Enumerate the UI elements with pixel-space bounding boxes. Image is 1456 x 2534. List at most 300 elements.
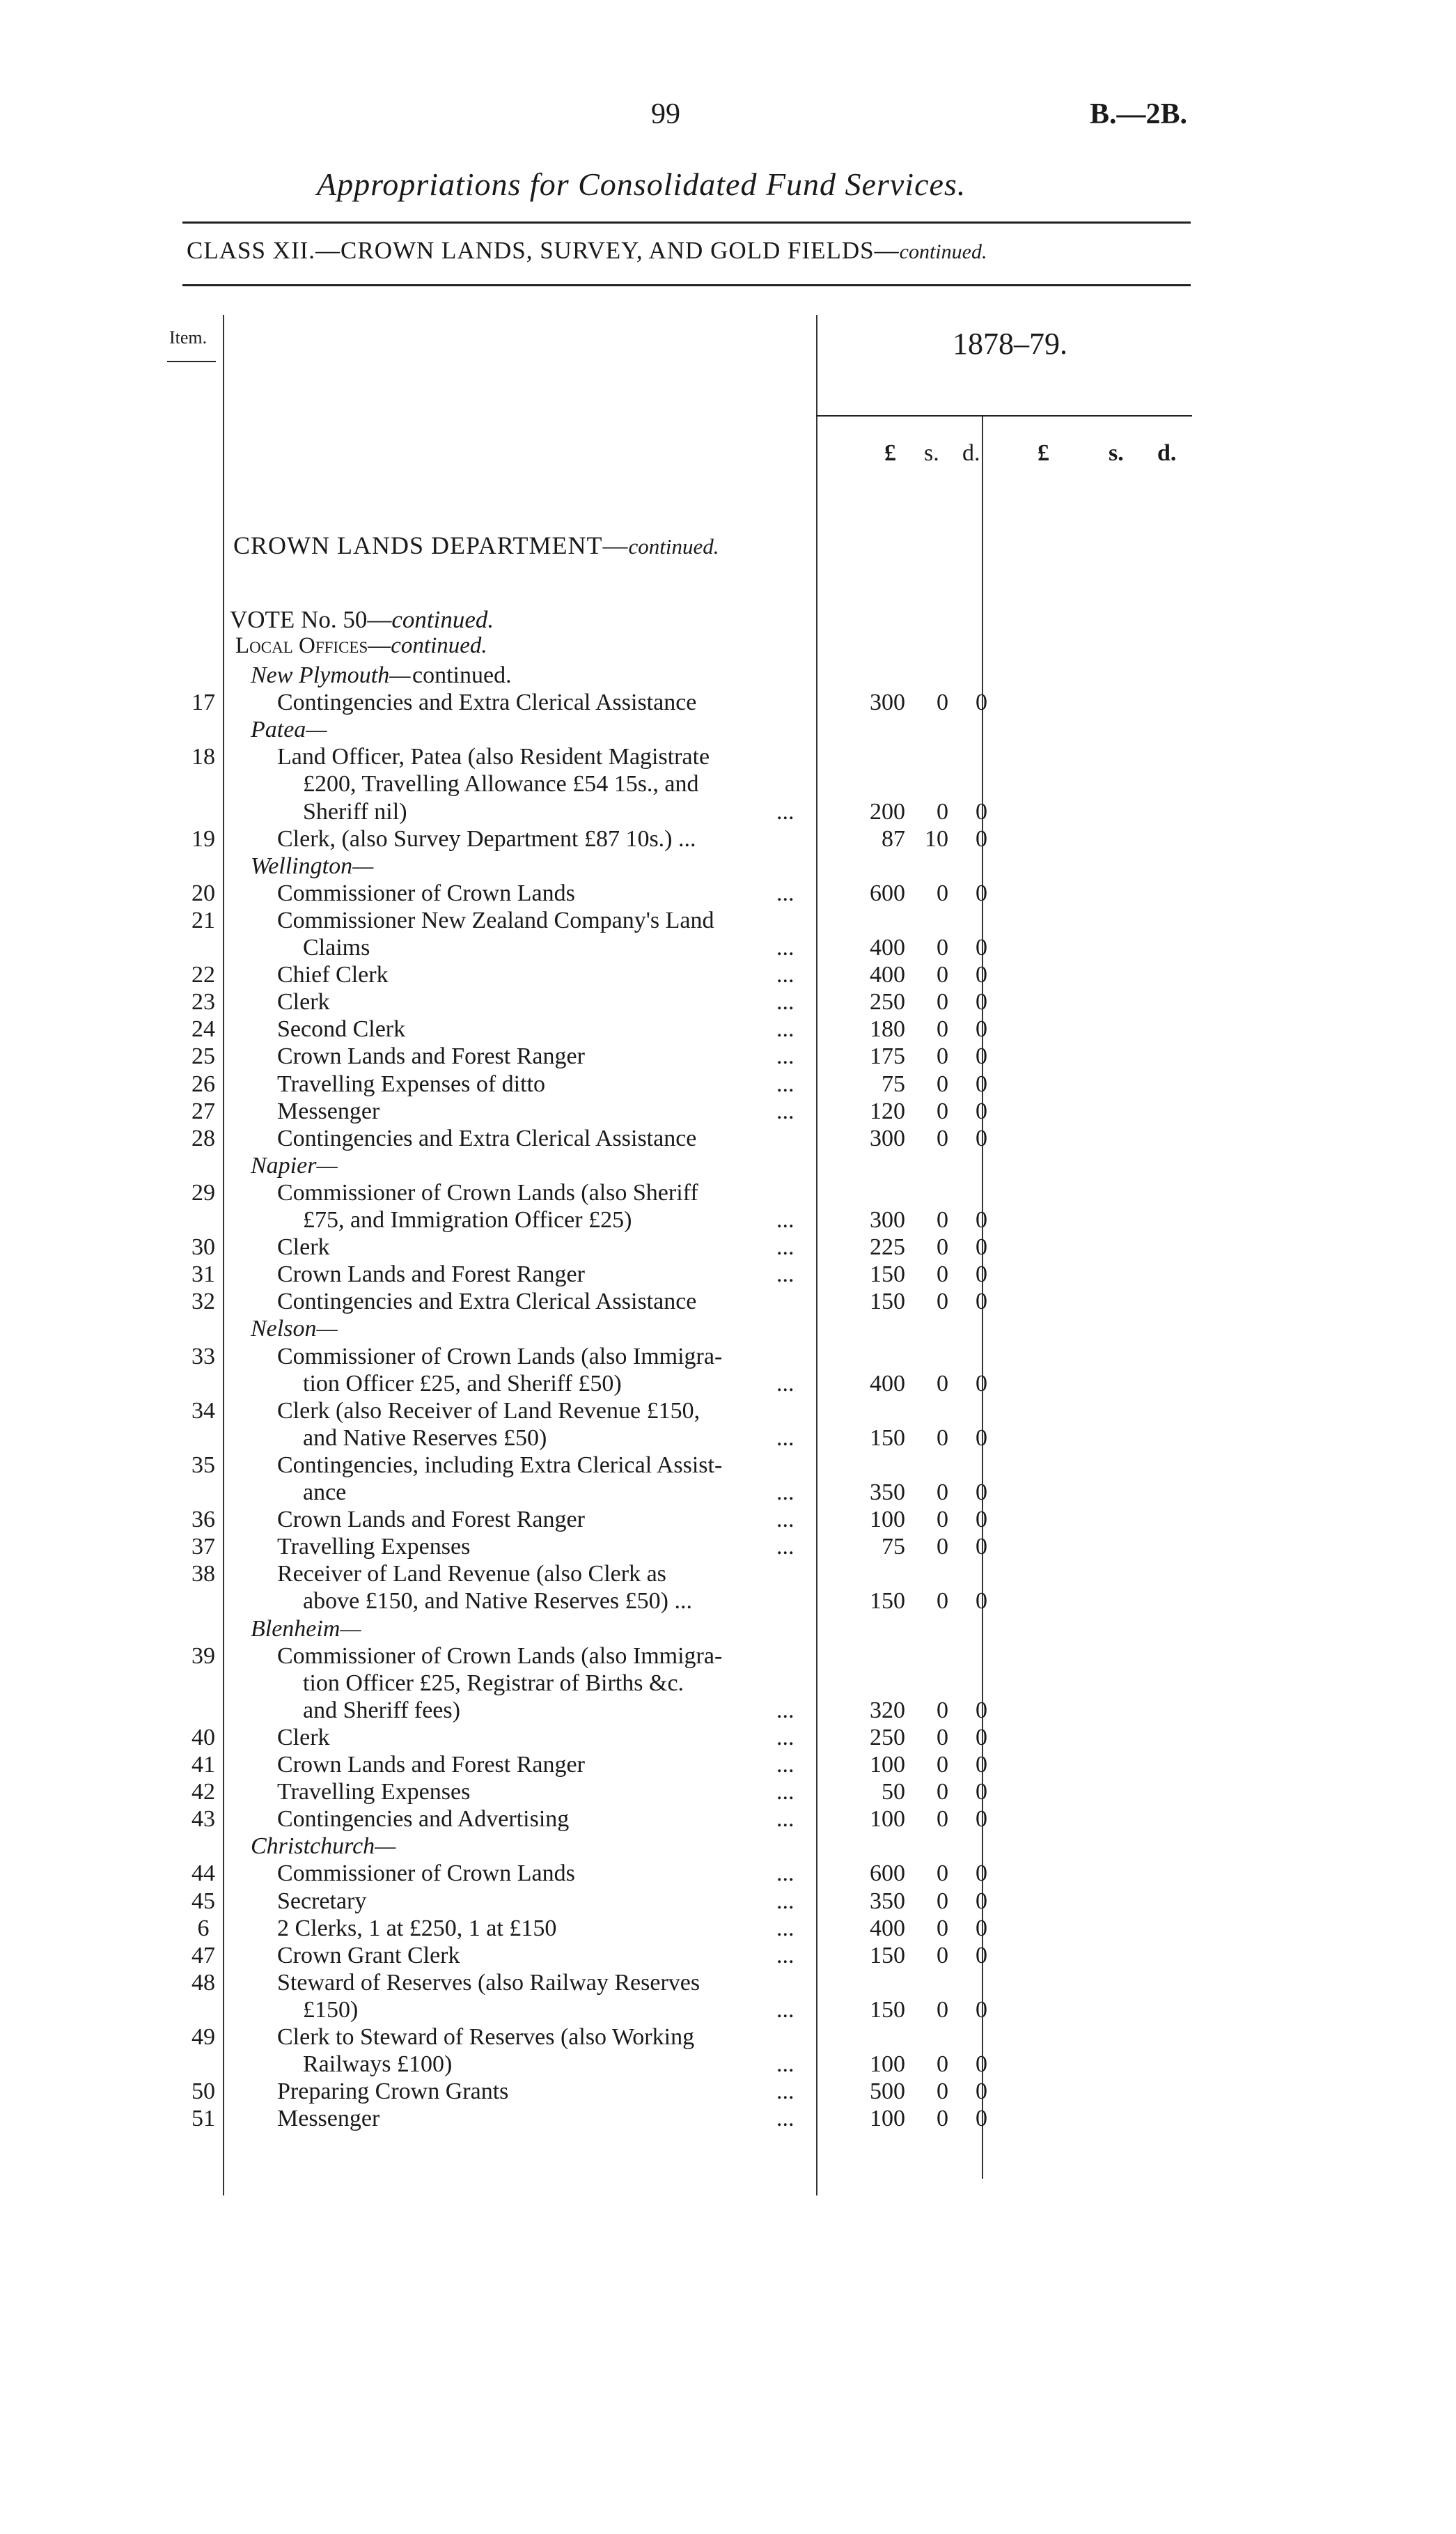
amount-shillings: 0 [937,1697,948,1723]
table-row [0,1043,1456,1070]
amount-pounds: 87 [882,826,905,852]
amount-shillings: 0 [937,1261,948,1287]
table-row [0,1697,1456,1724]
amount-pence: 0 [976,1806,987,1832]
amount-shillings: 0 [937,1888,948,1914]
amount-pounds: 225 [870,1234,905,1260]
item-number: 25 [191,1043,215,1069]
item-description: Second Clerk [277,1016,406,1042]
table-row [0,1397,1456,1424]
amount-pence: 0 [976,1697,987,1723]
amount-shillings: 0 [937,935,948,961]
item-description: Clerk, (also Survey Department £87 10s.) ... [277,826,696,852]
leader-dots: ... [776,799,794,825]
dept-title: CROWN LANDS DEPARTMENT— [233,531,629,559]
document-code: B.—2B. [1090,98,1188,130]
local-offices-title: Local Offices— [235,633,391,658]
amount-pounds: 150 [870,1588,905,1614]
item-number: 51 [191,2106,215,2131]
leader-dots: ... [776,1997,794,2023]
item-number: 36 [191,1507,215,1532]
item-number: 27 [191,1098,215,1124]
amount-pounds: 600 [870,1860,905,1886]
amount-shillings: 10 [925,826,948,852]
amount-shillings: 0 [937,2106,948,2131]
table-row [0,1343,1456,1370]
amount-shillings: 0 [937,1126,948,1151]
amount-shillings: 0 [937,2078,948,2104]
office-name: Blenheim— [251,1616,361,1642]
leader-dots: ... [776,1779,794,1805]
amount-shillings: 0 [937,1016,948,1042]
leader-dots: ... [776,2106,794,2131]
table-row [0,1724,1456,1751]
amount-shillings: 0 [937,1588,948,1614]
class-title [187,237,987,265]
table-row [0,1642,1456,1670]
amount-shillings: 0 [937,2051,948,2077]
leader-dots: ... [776,1261,794,1287]
item-description: £200, Travelling Allowance £54 15s., and [303,771,699,797]
amount-pence: 0 [976,1860,987,1886]
leader-dots: ... [776,962,794,988]
amount-shillings: 0 [937,1098,948,1124]
item-number: 43 [191,1806,215,1832]
table-row [0,1587,1456,1615]
item-description: tion Officer £25, and Sheriff £50) [303,1371,622,1397]
amount-pounds: 320 [870,1697,905,1723]
leader-dots: ... [776,1725,794,1750]
amount-shillings: 0 [937,1289,948,1314]
item-number: 28 [191,1126,215,1151]
item-description: Crown Lands and Forest Ranger [277,1261,585,1287]
item-description: tion Officer £25, Registrar of Births &c. [303,1670,684,1696]
amount-shillings: 0 [937,1779,948,1805]
item-description: 2 Clerks, 1 at £250, 1 at £150 [277,1915,557,1941]
amount-pounds: 350 [870,1479,905,1505]
table-row [0,988,1456,1016]
item-description: ance [303,1479,347,1505]
col-header-pounds-2: £ [1038,440,1049,466]
item-description: Crown Grant Clerk [277,1943,460,1968]
amount-pence: 0 [976,989,987,1015]
col-header-shillings-2: s. [1109,440,1124,466]
leader-dots: ... [776,880,794,906]
vote-heading [230,606,494,634]
amount-shillings: 0 [937,1997,948,2023]
item-description: Railways £100) [303,2051,453,2077]
leader-dots: ... [776,2078,794,2104]
item-description: Contingencies and Advertising [277,1806,570,1832]
item-description: Land Officer, Patea (also Resident Magistrate [277,744,710,770]
leader-dots: ... [776,1071,794,1097]
leader-dots: ... [776,1234,794,1260]
item-description: and Native Reserves £50) [303,1425,547,1451]
item-description: Crown Lands and Forest Ranger [277,1752,585,1778]
amount-pence: 0 [976,1126,987,1151]
item-description: Claims [303,935,370,961]
amount-pence: 0 [976,2051,987,2077]
leader-dots: ... [776,1507,794,1532]
item-number: 33 [191,1344,215,1369]
amount-pence: 0 [976,826,987,852]
amount-pence: 0 [976,1534,987,1560]
leader-dots: ... [776,1534,794,1560]
amount-pence: 0 [976,1043,987,1069]
amount-pounds: 300 [870,1126,905,1151]
item-number: 21 [191,908,215,933]
amount-pence: 0 [976,1425,987,1451]
leader-dots: ... [776,1752,794,1778]
table-row [0,1071,1456,1098]
item-description: Contingencies, including Extra Clerical Assist- [277,1452,723,1478]
amount-shillings: 0 [937,799,948,825]
leader-dots: ... [776,1860,794,1886]
amount-shillings: 0 [937,1207,948,1233]
table-row [0,825,1456,853]
item-description: Commissioner of Crown Lands [277,880,575,906]
table-row [0,798,1456,825]
amount-pounds: 100 [870,1806,905,1832]
item-description: Preparing Crown Grants [277,2078,509,2104]
table-row [0,1452,1456,1479]
item-number: 20 [191,880,215,906]
amount-pence: 0 [976,2106,987,2131]
amount-pounds: 400 [870,935,905,961]
item-description: Steward of Reserves (also Railway Reserves [277,1970,700,1996]
item-number: 24 [191,1016,215,1042]
amount-shillings: 0 [937,1752,948,1778]
item-description: Chief Clerk [277,962,389,988]
leader-dots: ... [776,1943,794,1968]
amount-shillings: 0 [937,690,948,715]
table-row [0,1560,1456,1587]
amount-pence: 0 [976,799,987,825]
amount-pence: 0 [976,1289,987,1314]
col-header-pounds-1: £ [884,440,896,466]
item-number: 18 [191,744,215,770]
item-number: 19 [191,826,215,852]
table-row [0,1288,1456,1315]
table-row [0,2023,1456,2051]
amount-shillings: 0 [937,1071,948,1097]
amount-shillings: 0 [937,1943,948,1968]
amount-pence: 0 [976,935,987,961]
item-description: Secretary [277,1888,367,1914]
leader-dots: ... [776,1371,794,1397]
rule-year-header [816,415,1192,417]
amount-shillings: 0 [937,1534,948,1560]
amount-pounds: 100 [870,2051,905,2077]
table-row [0,1670,1456,1697]
table-row [0,2105,1456,2132]
item-number: 31 [191,1261,215,1287]
amount-pence: 0 [976,1098,987,1124]
leader-dots: ... [776,989,794,1015]
item-description: Commissioner New Zealand Company's Land [277,908,714,933]
item-number: 29 [191,1180,215,1206]
amount-shillings: 0 [937,1806,948,1832]
item-number: 39 [191,1643,215,1669]
year-header: 1878–79. [953,327,1067,361]
item-number: 37 [191,1534,215,1560]
table-row [0,1261,1456,1288]
table-row [0,743,1456,770]
table-row [0,1234,1456,1261]
office-name: Patea— [251,717,327,743]
office-name: New Plymouth— [251,662,411,688]
office-name: Nelson— [251,1316,338,1342]
item-description: £150) [303,1997,359,2023]
item-number: 49 [191,2024,215,2050]
amount-pounds: 400 [870,1371,905,1397]
amount-pence: 0 [976,1915,987,1941]
local-offices-suffix: continued. [391,633,487,658]
amount-shillings: 0 [937,1425,948,1451]
amount-pence: 0 [976,1371,987,1397]
item-number: 26 [191,1071,215,1097]
item-description: Commissioner of Crown Lands (also Immigra- [277,1344,723,1369]
item-number: 40 [191,1725,215,1750]
table-row [0,1479,1456,1506]
amount-pounds: 250 [870,1725,905,1750]
amount-pence: 0 [976,1888,987,1914]
amount-pounds: 250 [870,989,905,1015]
vote-suffix: continued. [391,606,494,633]
amount-pounds: 500 [870,2078,905,2104]
item-number: 38 [191,1561,215,1587]
table-row [0,1125,1456,1152]
office-subheading [0,853,1456,880]
leader-dots: ... [776,1697,794,1723]
amount-shillings: 0 [937,1507,948,1532]
item-number: 42 [191,1779,215,1805]
local-offices-heading [235,633,487,659]
table-row [0,1888,1456,1915]
col-header-pence-1: d. [962,440,980,466]
amount-pence: 0 [976,962,987,988]
table-row [0,934,1456,961]
table-row [0,689,1456,716]
table-row [0,1506,1456,1533]
item-number: 17 [191,690,215,715]
item-number: 22 [191,962,215,988]
table-row [0,1969,1456,1996]
item-number: 30 [191,1234,215,1260]
leader-dots: ... [776,1043,794,1069]
table-row [0,961,1456,988]
office-subheading [0,662,1456,689]
item-number: 32 [191,1289,215,1314]
office-subheading [0,1152,1456,1179]
page-title: Appropriations for Consolidated Fund Services. [317,166,966,202]
amount-shillings: 0 [937,880,948,906]
amount-pence: 0 [976,1752,987,1778]
office-name: Wellington— [251,853,374,879]
amount-shillings: 0 [937,1860,948,1886]
amount-pounds: 150 [870,1261,905,1287]
item-description: Clerk [277,989,330,1015]
office-subheading [0,716,1456,743]
leader-dots: ... [776,1016,794,1042]
rule-bottom [182,284,1191,286]
office-subheading [0,1833,1456,1860]
item-number: 50 [191,2078,215,2104]
amount-shillings: 0 [937,1371,948,1397]
amount-pence: 0 [976,690,987,715]
leader-dots: ... [776,1098,794,1124]
office-name: Christchurch— [251,1833,396,1859]
table-row [0,1016,1456,1043]
leader-dots: ... [776,1207,794,1233]
table-row [0,1751,1456,1778]
amount-shillings: 0 [937,989,948,1015]
amount-shillings: 0 [937,1479,948,1505]
amount-pounds: 150 [870,1425,905,1451]
amount-pounds: 100 [870,1507,905,1532]
table-row [0,1996,1456,2023]
item-description: Contingencies and Extra Clerical Assistance [277,1289,697,1314]
item-number: 48 [191,1970,215,1996]
amount-pence: 0 [976,1507,987,1532]
item-number: 6 [197,1915,210,1941]
table-row [0,907,1456,934]
item-description: Travelling Expenses [277,1534,471,1560]
leader-dots: ... [776,1479,794,1505]
rule-top [182,221,1191,224]
item-number: 23 [191,989,215,1015]
table-row [0,770,1456,798]
item-number: 44 [191,1860,215,1886]
amount-pence: 0 [976,1207,987,1233]
office-name-suffix: continued. [412,662,512,688]
table-row [0,1098,1456,1125]
item-description: Sheriff nil) [303,799,407,825]
amount-pounds: 175 [870,1043,905,1069]
item-description: above £150, and Native Reserves £50) ... [303,1588,692,1614]
amount-pounds: 75 [882,1534,905,1560]
item-description: £75, and Immigration Officer £25) [303,1207,632,1233]
item-description: Receiver of Land Revenue (also Clerk as [277,1561,666,1587]
amount-pence: 0 [976,1016,987,1042]
item-description: Clerk (also Receiver of Land Revenue £150, [277,1398,700,1424]
item-description: Clerk to Steward of Reserves (also Working [277,2024,695,2050]
amount-pounds: 180 [870,1016,905,1042]
item-description: Crown Lands and Forest Ranger [277,1507,585,1532]
leader-dots: ... [776,935,794,961]
amount-pence: 0 [976,2078,987,2104]
amount-shillings: 0 [937,1725,948,1750]
item-description: Messenger [277,2106,380,2131]
amount-pounds: 350 [870,1888,905,1914]
leader-dots: ... [776,1915,794,1941]
page-number: 99 [651,98,680,130]
table-row [0,1370,1456,1397]
table-row [0,1424,1456,1452]
table-row [0,2051,1456,2078]
col-header-shillings-1: s. [924,440,939,466]
item-description: Messenger [277,1098,380,1124]
amount-pence: 0 [976,1779,987,1805]
table-row [0,1179,1456,1206]
item-column-header: Item. [169,327,208,348]
item-description: Travelling Expenses of ditto [277,1071,545,1097]
amount-pounds: 150 [870,1997,905,2023]
amount-pounds: 100 [870,1752,905,1778]
amount-pounds: 120 [870,1098,905,1124]
item-description: Clerk [277,1725,330,1750]
amount-pence: 0 [976,1071,987,1097]
amount-pence: 0 [976,1943,987,1968]
amount-pounds: 150 [870,1289,905,1314]
table-row [0,2078,1456,2105]
amount-pounds: 150 [870,1943,905,1968]
col-header-pence-2: d. [1157,440,1177,466]
amount-pence: 0 [976,1234,987,1260]
leader-dots: ... [776,1888,794,1914]
dept-suffix: continued. [628,534,719,559]
item-number: 41 [191,1752,215,1778]
table-row [0,1805,1456,1833]
amount-pence: 0 [976,880,987,906]
leader-dots: ... [776,1425,794,1451]
office-subheading [0,1315,1456,1342]
item-description: and Sheriff fees) [303,1697,460,1723]
office-subheading [0,1615,1456,1642]
class-title-main: CLASS XII.—CROWN LANDS, SURVEY, AND GOLD FIELDS— [187,237,900,264]
item-number: 34 [191,1398,215,1424]
table-row [0,1206,1456,1234]
amount-shillings: 0 [937,1915,948,1941]
amount-shillings: 0 [937,1043,948,1069]
item-description: Contingencies and Extra Clerical Assistance [277,1126,697,1151]
item-description: Crown Lands and Forest Ranger [277,1043,585,1069]
amount-pounds: 100 [870,2106,905,2131]
table-row [0,1533,1456,1560]
amount-pounds: 600 [870,880,905,906]
amount-shillings: 0 [937,1234,948,1260]
office-name: Napier— [251,1153,338,1179]
section-heading [233,531,719,560]
item-number: 47 [191,1943,215,1968]
item-number: 45 [191,1888,215,1914]
amount-pence: 0 [976,1997,987,2023]
table-row [0,1860,1456,1887]
amount-pence: 0 [976,1725,987,1750]
table-row [0,1778,1456,1805]
amount-shillings: 0 [937,962,948,988]
table-row [0,1942,1456,1969]
item-description: Travelling Expenses [277,1779,471,1805]
amount-pence: 0 [976,1261,987,1287]
amount-pence: 0 [976,1479,987,1505]
item-description: Commissioner of Crown Lands (also Sheriff [277,1180,698,1206]
table-row [0,880,1456,907]
amount-pounds: 50 [882,1779,905,1805]
amount-pounds: 300 [870,690,905,715]
vote-title: VOTE No. 50— [230,606,392,633]
item-number: 35 [191,1452,215,1478]
item-description: Clerk [277,1234,330,1260]
item-description: Commissioner of Crown Lands [277,1860,575,1886]
rule-item-header [167,361,216,362]
amount-pounds: 75 [882,1071,905,1097]
item-description: Commissioner of Crown Lands (also Immigra- [277,1643,723,1669]
amount-pounds: 200 [870,799,905,825]
leader-dots: ... [776,2051,794,2077]
leader-dots: ... [776,1806,794,1832]
amount-pounds: 400 [870,1915,905,1941]
